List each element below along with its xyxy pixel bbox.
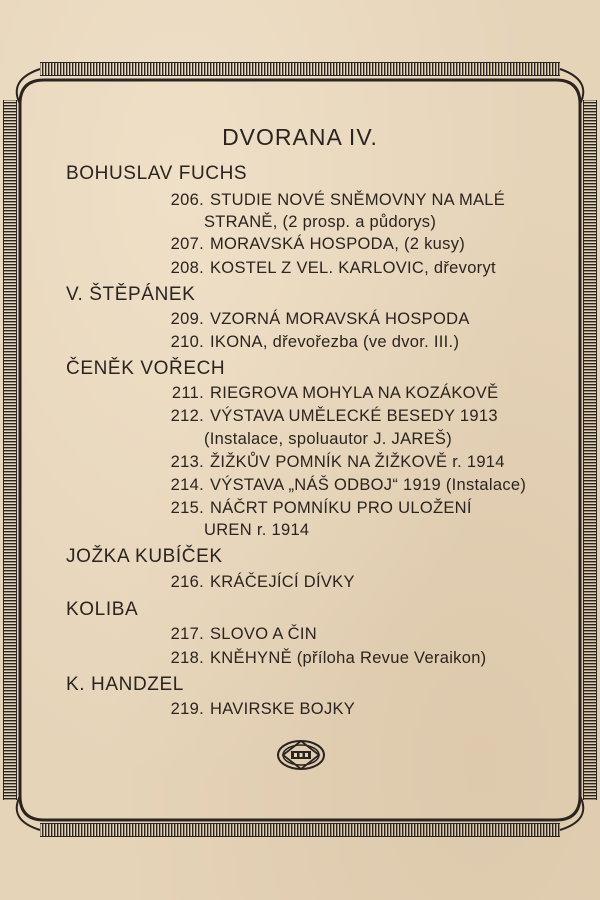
entry-continuation: (Instalace, spoluautor J. JAREŠ) — [204, 430, 453, 448]
entry-title: VZORNÁ MORAVSKÁ HOSPODA — [210, 310, 470, 328]
entry-title: HAVIRSKE BOJKY — [210, 700, 356, 718]
entry-number: 215. — [170, 499, 204, 517]
entry-number: 213. — [170, 453, 204, 471]
page-heading: DVORANA IV. — [222, 124, 378, 150]
artist-name: V. ŠTĚPÁNEK — [66, 284, 196, 305]
entry-title: IKONA, dřevořezba (ve dvor. III.) — [210, 333, 460, 351]
entry-number: 212. — [170, 407, 204, 425]
catalog-entry — [158, 649, 486, 668]
entry-title: SLOVO A ČIN — [210, 625, 317, 643]
catalog-entry — [158, 573, 355, 592]
catalog-entry — [158, 235, 465, 254]
artist-name: K. HANDZEL — [66, 674, 184, 695]
catalog-entry — [158, 700, 355, 719]
entry-title: ŽIŽKŮV POMNÍK NA ŽIŽKOVĚ r. 1914 — [210, 453, 505, 471]
catalog-entry — [158, 476, 526, 495]
catalog-entry — [158, 310, 470, 329]
entry-title: KOSTEL Z VEL. KARLOVIC, dřevoryt — [210, 259, 496, 277]
entry-number: 209. — [170, 310, 204, 328]
catalog-entry — [158, 384, 498, 403]
entry-title: VÝSTAVA UMĚLECKÉ BESEDY 1913 — [210, 407, 498, 425]
entry-continuation: UREN r. 1914 — [204, 521, 310, 539]
entry-title: VÝSTAVA „NÁŠ ODBOJ“ 1919 (Instalace) — [210, 476, 527, 494]
catalog-entry — [158, 191, 505, 210]
entry-title: KNĚHYNĚ (příloha Revue Veraikon) — [210, 649, 487, 667]
entry-title: KRÁČEJÍCÍ DÍVKY — [210, 573, 355, 591]
catalog-entry — [158, 259, 496, 278]
entry-number: 207. — [170, 235, 204, 253]
artist-name: BOHUSLAV FUCHS — [66, 163, 248, 184]
catalog-entry — [158, 333, 459, 352]
emblem-icon — [276, 738, 326, 772]
entry-number: 218. — [170, 649, 204, 667]
entry-number: 211. — [171, 384, 204, 402]
entry-title: NÁČRT POMNÍKU PRO ULOŽENÍ — [210, 499, 472, 517]
entry-number: 210. — [170, 333, 204, 351]
catalog-entry — [158, 625, 317, 644]
entry-title: MORAVSKÁ HOSPODA, (2 kusy) — [210, 235, 466, 253]
entry-number: 217. — [170, 625, 204, 643]
entry-title: RIEGROVA MOHYLA NA KOZÁKOVĚ — [210, 384, 499, 402]
entry-number: 206. — [170, 191, 204, 209]
entry-number: 219. — [170, 700, 204, 718]
catalog-entry — [158, 453, 505, 472]
catalog-entry — [158, 407, 498, 426]
entry-number: 208. — [170, 259, 204, 277]
entry-number: 214. — [170, 476, 204, 494]
entry-number: 216. — [170, 573, 204, 591]
entry-title: STUDIE NOVÉ SNĚMOVNY NA MALÉ — [210, 191, 506, 209]
entry-continuation: STRANĚ, (2 prosp. a půdorys) — [204, 213, 437, 231]
catalog-entry — [158, 499, 472, 518]
artist-name: ČENĚK VOŘECH — [66, 358, 226, 379]
artist-name: KOLIBA — [66, 599, 139, 620]
artist-name: JOŽKA KUBÍČEK — [66, 546, 223, 567]
